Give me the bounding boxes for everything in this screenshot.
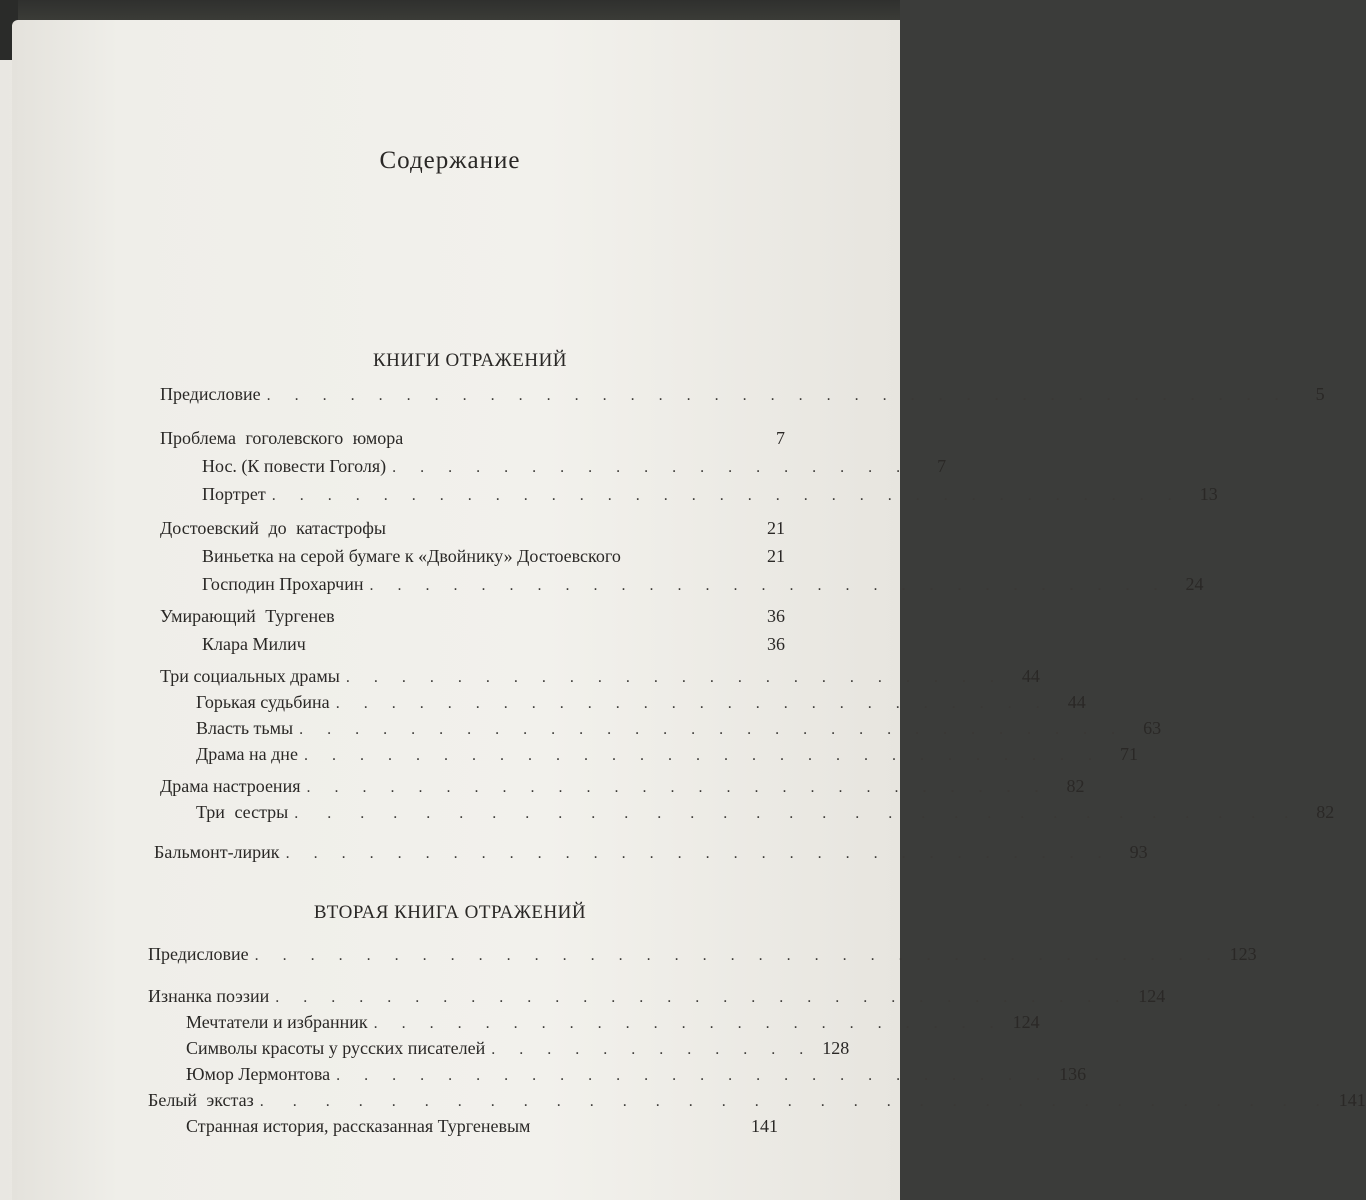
toc-entry[interactable] xyxy=(160,776,1085,804)
toc-entry[interactable] xyxy=(202,484,1218,512)
section-heading: ВТОРАЯ КНИГА ОТРАЖЕНИЙ xyxy=(313,902,587,923)
dot-leader: . . . . . . . . . . . . . . . . . . . . . . . . . . . . . . xyxy=(299,721,1126,738)
toc-entry-title: Проблема гоголевского юмора xyxy=(160,428,404,448)
toc-entry-page: 7 xyxy=(937,456,947,476)
page-title: Содержание xyxy=(379,147,521,174)
toc-entry-page: 124 xyxy=(1138,986,1166,1006)
toc-entry-page: 123 xyxy=(1229,944,1257,964)
toc-entry[interactable] xyxy=(202,546,785,574)
toc-entry-title: Три социальных драмы xyxy=(160,666,340,686)
dot-leader: . . . . . . . . . . . . . . . . . . . . . . . . . . . . . . . xyxy=(294,805,1299,822)
toc-entry-title: Символы красоты у русских писателей xyxy=(186,1038,486,1058)
dot-leader: . . . . . . . . . . . . . . . . . . . . . . . . . . . . . . . . . xyxy=(259,1093,1330,1110)
toc-entry-title: Клара Милич xyxy=(202,634,306,654)
toc-entry-title: Странная история, рассказанная Тургеневым xyxy=(186,1116,531,1136)
toc-entry-page: 21 xyxy=(767,546,785,566)
dot-leader: . . . . . . . . . . . . . . . . . . . . . . . . . . . . . xyxy=(369,577,1168,594)
toc-entry-page: 141 xyxy=(1338,1090,1366,1110)
dot-leader: . . . . . . . . . . . . . . . . . . . . . . . . . . . xyxy=(306,779,1049,796)
dot-leader: . . . . . . . . . . . . . . . . . . . . . . . . . . . . . . . . . . . xyxy=(254,947,1221,964)
toc-entry-page: 141 xyxy=(751,1116,778,1136)
toc-entry-title: Три сестры xyxy=(196,802,289,822)
toc-entry[interactable] xyxy=(196,744,1138,772)
toc-entry[interactable] xyxy=(160,428,785,456)
toc-entry[interactable] xyxy=(202,634,785,662)
toc-entry[interactable] xyxy=(186,1012,1040,1040)
toc-entry-title: Предисловие xyxy=(148,944,249,964)
dot-leader: . . . . . . . . . . . . . . . . . . . . . . . . . . . . . . xyxy=(285,845,1112,862)
toc-entry[interactable] xyxy=(148,1090,1366,1118)
toc-entry-title: Изнанка поэзии xyxy=(148,986,270,1006)
dot-leader: . . . . . . . . . . . . . . . . . . . . . . . . . . . . . xyxy=(303,747,1102,764)
toc-entry-page: 36 xyxy=(767,634,785,654)
toc-entry[interactable] xyxy=(202,456,947,484)
toc-entry[interactable] xyxy=(160,666,1040,694)
toc-entry-title: Господин Прохарчин xyxy=(202,574,364,594)
toc-entry-title: Бальмонт-лирик xyxy=(154,842,280,862)
dot-leader: . . . . . . . . . . . . . . . . . . . . . . . . xyxy=(345,669,1004,686)
toc-entry-title: Горькая судьбина xyxy=(196,692,330,712)
toc-entry-title: Юмор Лермонтова xyxy=(186,1064,331,1084)
toc-entry-title: Драма на дне xyxy=(196,744,298,764)
toc-entry-title: Достоевский до катастрофы xyxy=(160,518,387,538)
toc-entry-title: Портрет xyxy=(202,484,266,504)
dot-leader: . . . . . . . . . . . . . . . . . . . . . . . xyxy=(373,1015,1004,1032)
toc-entry[interactable] xyxy=(186,1064,1087,1092)
toc-entry-page: 21 xyxy=(767,518,785,538)
toc-entry-page: 128 xyxy=(822,1038,850,1058)
toc-entry-title: Мечтатели и избранник xyxy=(186,1012,368,1032)
toc-entry[interactable] xyxy=(186,1038,850,1066)
toc-entry[interactable] xyxy=(148,944,1257,972)
dot-leader: . . . . . . . . . . . . . . . . . . . . . . . . . . . . . . . xyxy=(275,989,1130,1006)
toc-entry[interactable] xyxy=(148,986,1166,1014)
dot-leader: . . . . . . . . . . . . . . . . . . . . . . . . . . xyxy=(336,1067,1051,1084)
toc-entry-page: 36 xyxy=(767,606,785,626)
toc-entry-page: 7 xyxy=(776,428,785,448)
toc-entry-page: 13 xyxy=(1199,484,1218,504)
dot-leader: . . . . . . . . . . . . . . . . . . . . . . . . . . xyxy=(335,695,1050,712)
toc-entry-page: 44 xyxy=(1021,666,1040,686)
toc-entry[interactable] xyxy=(196,802,1335,830)
toc-entry-page: 93 xyxy=(1129,842,1148,862)
toc-entry-page: 124 xyxy=(1012,1012,1040,1032)
toc-entry[interactable] xyxy=(160,518,785,546)
toc-entry-page: 136 xyxy=(1059,1064,1087,1084)
toc-entry-title: Белый экстаз xyxy=(148,1090,254,1110)
toc-entry-title: Нос. (К повести Гоголя) xyxy=(202,456,387,476)
toc-entry-page: 5 xyxy=(1315,384,1325,404)
toc-entry[interactable] xyxy=(186,1116,778,1144)
dot-leader: . . . . . . . . . . . . xyxy=(491,1041,814,1058)
toc-entry-title: Предисловие xyxy=(160,384,261,404)
section-heading: КНИГИ ОТРАЖЕНИЙ xyxy=(372,350,568,371)
toc-entry-page: 63 xyxy=(1143,718,1162,738)
toc-entry[interactable] xyxy=(160,606,785,634)
toc-entry-title: Виньетка на серой бумаге к «Двойнику» Достоевского xyxy=(202,546,621,566)
toc-entry-title: Власть тьмы xyxy=(196,718,294,738)
toc-entry-page: 82 xyxy=(1066,776,1085,796)
toc-entry[interactable] xyxy=(202,574,1204,602)
toc-entry-title: Драма настроения xyxy=(160,776,301,796)
toc-entry-page: 71 xyxy=(1119,744,1138,764)
toc-entry[interactable] xyxy=(196,692,1086,720)
toc-entry[interactable] xyxy=(160,384,1325,412)
dot-leader: . . . . . . . . . . . . . . . . . . . xyxy=(392,459,911,476)
dot-leader: . . . . . . . . . . . . . . . . . . . . . . . . . . . . . . . . . . . . . xyxy=(266,387,1289,404)
dot-leader: . . . . . . . . . . . . . . . . . . . . . . . . . . . . . . . . . xyxy=(271,487,1182,504)
toc-entry-page: 82 xyxy=(1316,802,1335,822)
toc-entry-page: 24 xyxy=(1185,574,1204,594)
toc-entry-title: Умирающий Тургенев xyxy=(160,606,335,626)
toc-entry[interactable] xyxy=(196,718,1162,746)
toc-entry[interactable] xyxy=(154,842,1148,870)
toc-entry-page: 44 xyxy=(1067,692,1086,712)
